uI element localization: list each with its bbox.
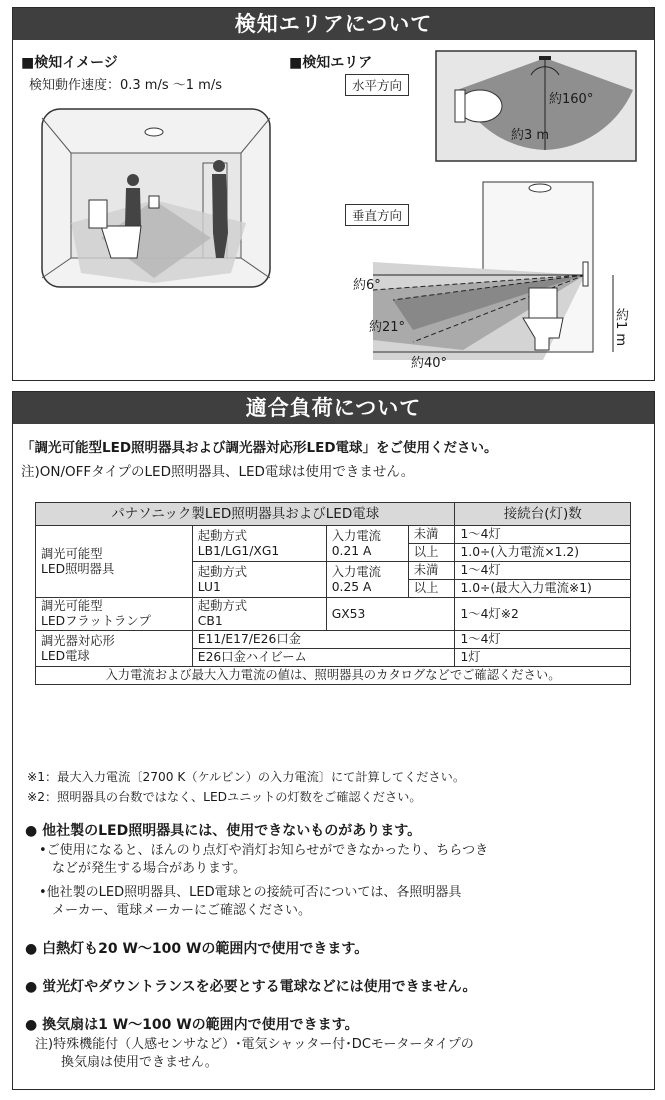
detection-image-title: ■検知イメージ <box>21 55 118 71</box>
cell-base1: E11/E17/E26口金 <box>192 631 455 649</box>
cell-current1: 入力電流 0.21 A <box>326 526 408 562</box>
cell-under1: 未満 <box>408 526 455 544</box>
bullet-other-makers-sub1: •ご使用になると、ほんのり点灯や消灯お知らせができなかったり、ちらつき などが発生する場合があります。 <box>39 843 489 876</box>
load-table <box>35 502 631 685</box>
load-intro: 「調光可能型LED照明器具および調光器対応形LED電球」をご使用ください。 <box>21 440 498 456</box>
cell-over1: 以上 <box>408 544 455 562</box>
load-intro-note: 注)ON/OFFタイプのLED照明器具、LED電球は使用できません。 <box>21 464 415 480</box>
horizontal-angle: 約160° <box>549 92 594 107</box>
load-section <box>12 391 655 1090</box>
cell-c2-under: 1～4灯 <box>455 562 631 580</box>
horizontal-diagram <box>435 50 637 162</box>
cell-over2: 以上 <box>408 580 455 598</box>
horizontal-label: 水平方向 <box>345 74 409 96</box>
detection-area-title: ■検知エリア <box>289 55 373 71</box>
cell-gx53: GX53 <box>326 598 455 631</box>
cell-c2-over: 1.0÷(最大入力電流※1) <box>455 580 631 598</box>
angle-40: 約40° <box>411 356 448 371</box>
cell-c3: 1～4灯※2 <box>455 598 631 631</box>
detection-section <box>12 7 655 381</box>
detection-banner: 検知エリアについて <box>13 8 654 40</box>
cell-start3: 起動方式 CB1 <box>192 598 326 631</box>
detection-speed: 検知動作速度：0.3 m/s ～1 m/s <box>29 78 222 93</box>
height-label: 約1 m <box>613 308 628 347</box>
horizontal-distance: 約3 m <box>511 128 550 143</box>
cell-c5: 1灯 <box>455 649 631 667</box>
cell-base2: E26口金ハイビーム <box>192 649 455 667</box>
angle-6: 約6° <box>353 278 381 293</box>
footnote-2: ※2：照明器具の台数ではなく、LEDユニットの灯数をご確認ください。 <box>27 790 422 804</box>
cell-dim-fixture: 調光可能型 LED照明器具 <box>36 526 193 598</box>
cell-c1-under: 1～4灯 <box>455 526 631 544</box>
cell-c4: 1～4灯 <box>455 631 631 649</box>
cell-c1-over: 1.0÷(入力電流×1.2) <box>455 544 631 562</box>
bullet-other-makers: ● 他社製のLED照明器具には、使用できないものがあります。 <box>25 823 422 839</box>
table-footer: 入力電流および最大入力電流の値は、照明器具のカタログなどでご確認ください。 <box>36 667 631 685</box>
bullet-fan: ● 換気扇は1 W～100 Wの範囲内で使用できます。 <box>25 1017 359 1033</box>
bullet-fluorescent: ● 蛍光灯やダウントランスを必要とする電球などには使用できません。 <box>25 979 477 995</box>
table-header-count: 接続台(灯)数 <box>455 503 631 526</box>
cell-start1: 起動方式 LB1/LG1/XG1 <box>192 526 326 562</box>
vertical-label: 垂直方向 <box>345 204 409 226</box>
bullet-fan-note: 注)特殊機能付（人感センサなど）･電気シャッター付･DCモータータイプの 換気扇は使用できません。 <box>35 1037 474 1070</box>
vertical-diagram <box>353 180 638 368</box>
cell-bulb: 調光器対応形 LED電球 <box>36 631 193 667</box>
room-illustration <box>41 108 271 288</box>
cell-flat: 調光可能型 LEDフラットランプ <box>36 598 193 631</box>
footnote-1: ※1：最大入力電流〔2700 K（ケルビン）の入力電流〕にて計算してください。 <box>27 770 466 784</box>
table-header-main: パナソニック製LED照明器具およびLED電球 <box>36 503 455 526</box>
angle-21: 約21° <box>369 320 406 335</box>
bullet-other-makers-sub2: •他社製のLED照明器具、LED電球との接続可否については、各照明器具 メーカー、電球メーカーにご確認ください。 <box>39 885 462 918</box>
bullet-incandescent: ● 白熱灯も20 W～100 Wの範囲内で使用できます。 <box>25 941 369 957</box>
cell-current2: 入力電流 0.25 A <box>326 562 408 598</box>
cell-under2: 未満 <box>408 562 455 580</box>
cell-start2: 起動方式 LU1 <box>192 562 326 598</box>
load-banner: 適合負荷について <box>13 392 654 424</box>
